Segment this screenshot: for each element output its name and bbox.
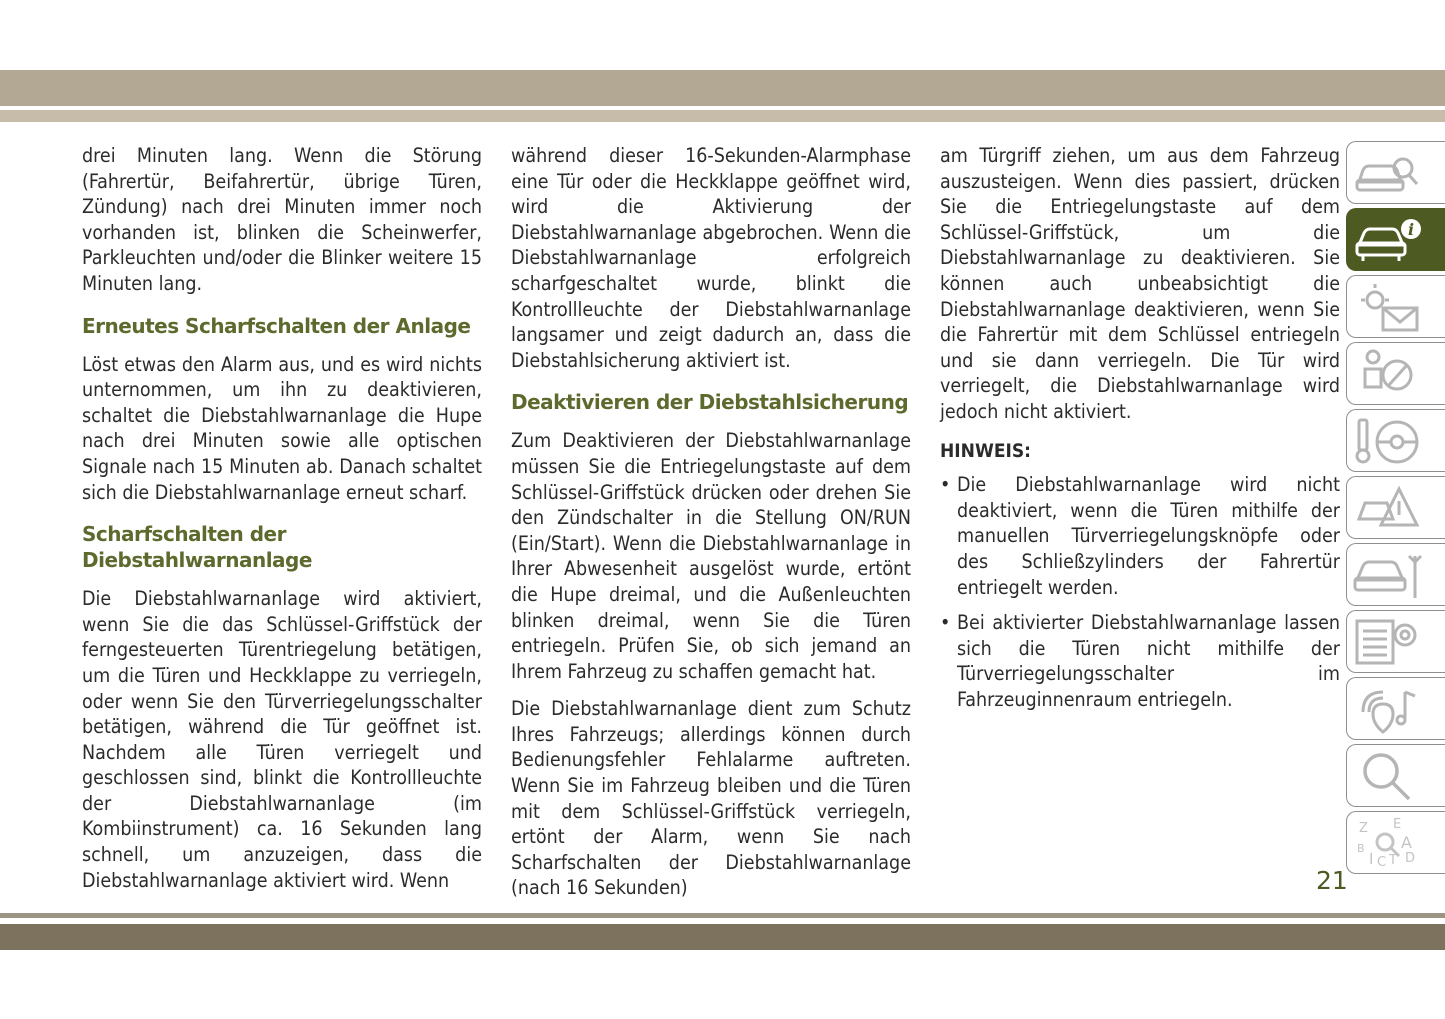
paragraph: Zum Deaktivieren der Diebstahlwarnanlage müssen Sie die Entriegelungstaste auf dem Schlüssel-Griffstück drücken oder drehen Sie den Zündschalter in die Stellung ON/RUN (Ein/Start). Wenn die Diebstahlwarnanlage in Ihrer Abwesenheit ausgelöst wurde, ertönt die Hupe dreimal, und die Außenleuchten blinken dreimal, wenn Sie die Türen entriegeln. Prüfen Sie, ob sich jemand an Ihrem Fahrzeug zu schaffen gemacht hat. bbox=[511, 429, 911, 683]
tab-maintenance[interactable] bbox=[1346, 543, 1445, 606]
svg-text:A: A bbox=[1401, 833, 1412, 852]
specifications-gear-icon bbox=[1353, 615, 1423, 669]
section-heading: Deaktivieren der Diebstahlsicherung bbox=[511, 390, 909, 415]
header-band bbox=[0, 70, 1445, 106]
paragraph: Die Diebstahlwarnanlage wird aktiviert, wenn Sie die das Schlüssel-Griffstück der ferngesteuerten Türentriegelung betätigen, um die Türen und Heckklappe zu verriegeln, oder wenn Sie den Türverriegelungsschalter betätigen, während die Tür geöffnet ist. Nachdem alle Türen verriegelt und geschlossen sind, blinkt die Kontrollleuchte der Diebstahlwarnanlage (im Kombiinstrument) ca. 16 Sekunden lang schnell, um anzuzeigen, dass die Diebstahlwarnanlage aktiviert wird. Wenn bbox=[82, 587, 482, 892]
car-magnifier-icon bbox=[1353, 146, 1423, 200]
column-1 bbox=[82, 143, 482, 905]
paragraph: Die Diebstahlwarnanlage dient zum Schutz Ihres Fahrzeugs; allerdings können durch Bedienungsfehler Fehlalarme auftreten. Wenn Sie im Fahrzeug bleiben und die Türen mit dem Schlüssel-Griffstück verriegeln, ertönt der Alarm, wenn Sie nach Scharfschalten der Diebstahlwarnanlage (nach 16 Sekunden) bbox=[511, 697, 911, 900]
svg-text:C: C bbox=[1377, 855, 1387, 870]
column-3 bbox=[940, 143, 1340, 722]
header-band-light bbox=[0, 110, 1445, 122]
tab-multimedia[interactable] bbox=[1346, 677, 1445, 740]
breakdown-warning-triangle-icon bbox=[1353, 481, 1423, 535]
car-info-icon bbox=[1353, 213, 1423, 267]
section-heading: Erneutes Scharfschalten der Anlage bbox=[82, 313, 471, 338]
tab-car-info[interactable] bbox=[1346, 208, 1445, 271]
alphabetical-index-icon bbox=[1353, 816, 1423, 870]
svg-text:B: B bbox=[1357, 842, 1365, 855]
tab-search[interactable] bbox=[1346, 744, 1445, 807]
list-item: • Bei aktivierter Diebstahlwarnanlage lassen sich die Türen nicht mithilfe der Türverriegelungsschalter im Fahrzeuginnenraum entriegeln. bbox=[940, 610, 1340, 712]
svg-text:i: i bbox=[1408, 220, 1415, 239]
paragraph: Löst etwas den Alarm aus, und es wird nichts unternommen, um ihn zu deaktivieren, schaltet die Diebstahlwarnanlage die Hupe nach drei Minuten sowie alle optischen Signale nach 15 Minuten ab. Danach schaltet sich die Diebstahlwarnanlage erneut scharf. bbox=[82, 352, 482, 504]
tab-index[interactable] bbox=[1346, 811, 1445, 874]
tab-starting-operating[interactable] bbox=[1346, 409, 1445, 472]
multimedia-icon bbox=[1353, 682, 1423, 736]
svg-text:I: I bbox=[1369, 850, 1374, 868]
paragraph: während dieser 16-Sekunden-Alarmphase eine Tür oder die Heckklappe geöffnet wird, wird die Aktivierung der Diebstahlwarnanlage abgebrochen. Wenn die Diebstahlwarnanlage erfolgreich scharfgeschaltet wurde, blinkt die Kontrollleuchte der Diebstahlwarnanlage langsamer und zeigt dadurch an, dass die Diebstahlsicherung aktiviert ist. bbox=[511, 144, 911, 372]
list-item: • Die Diebstahlwarnanlage wird nicht deaktiviert, wenn die Türen mithilfe der manuellen Türverriegelungsknöpfe oder des Schließzylinders der Fahrertür entriegelt werden. bbox=[940, 472, 1340, 600]
paragraph: am Türgriff ziehen, um aus dem Fahrzeug auszusteigen. Wenn dies passiert, drücken Sie die Entriegelungstaste auf dem Schlüssel-Griffstück, um die Diebstahlwarnanlage zu deaktivieren. Sie können auch unbeabsichtigt die Diebstahlwarnanlage deaktivieren, wenn Sie die Fahrertür mit dem Schlüssel entriegeln und sie dann verriegeln. Die Tür wird verriegelt, die Diebstahlwarnanlage wird jedoch nicht aktiviert. bbox=[940, 144, 1340, 423]
footer-rule bbox=[0, 913, 1445, 918]
tab-specifications[interactable] bbox=[1346, 610, 1445, 673]
tab-emergency[interactable] bbox=[1346, 476, 1445, 539]
search-index-icon bbox=[1353, 749, 1423, 803]
section-heading: Scharfschalten der Diebstahlwarnanlage bbox=[82, 522, 312, 573]
chapter-tabs bbox=[1346, 141, 1445, 878]
car-wrench-icon bbox=[1353, 548, 1423, 602]
note-title: HINWEIS: bbox=[940, 439, 1032, 462]
tab-car-magnifier[interactable] bbox=[1346, 141, 1445, 204]
tab-warning-lights[interactable] bbox=[1346, 275, 1445, 338]
svg-text:D: D bbox=[1405, 851, 1416, 866]
page-number: 21 bbox=[1316, 866, 1348, 895]
footer-band bbox=[0, 924, 1445, 950]
warning-light-message-icon bbox=[1353, 280, 1423, 334]
note-list bbox=[940, 472, 1340, 712]
key-steering-wheel-icon bbox=[1353, 414, 1423, 468]
tab-safety[interactable] bbox=[1346, 342, 1445, 405]
column-2 bbox=[511, 143, 911, 913]
svg-text:Z: Z bbox=[1359, 821, 1368, 836]
svg-text:E: E bbox=[1393, 817, 1402, 832]
paragraph: drei Minuten lang. Wenn die Störung (Fahrertür, Beifahrertür, übrige Türen, Zündung) nach drei Minuten immer noch vorhanden ist, blinken die Scheinwerfer, Parkleuchten und/oder die Blinker weitere 15 Minuten lang. bbox=[82, 144, 482, 295]
airbag-child-seat-icon bbox=[1353, 347, 1423, 401]
svg-text:T: T bbox=[1389, 853, 1397, 868]
